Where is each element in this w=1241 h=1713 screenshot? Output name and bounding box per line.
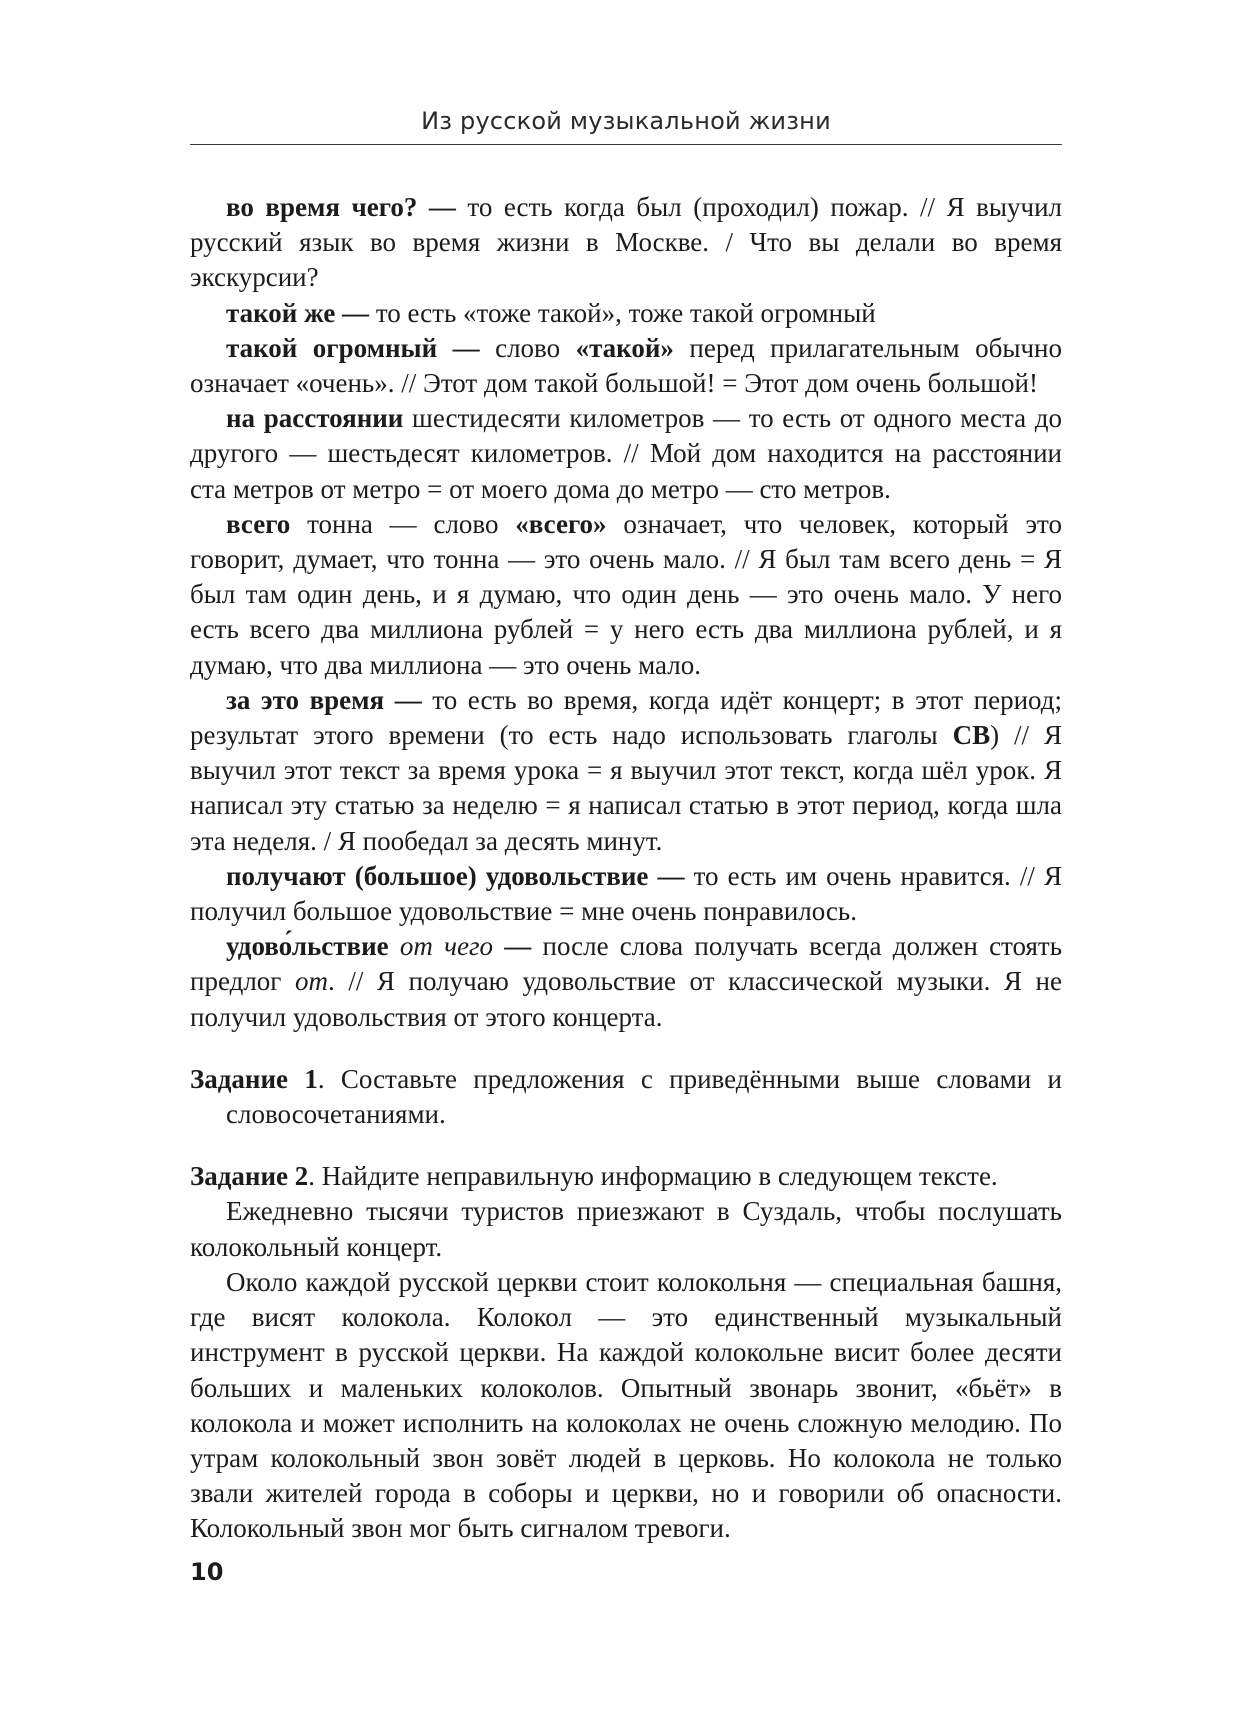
page-number: 10 <box>190 1558 224 1586</box>
glossary-definition: . // Я получаю удовольствие от классической музыки. Я не получил удовольствия от этого концерта. <box>190 966 1062 1032</box>
passage-paragraph: Ежедневно тысячи туристов приезжают в Суздаль, чтобы послушать колокольный концерт. <box>190 1196 1062 1262</box>
page-body <box>190 190 1062 1547</box>
glossary-keyword: СВ <box>952 720 991 751</box>
glossary-term: за это время — <box>226 684 422 715</box>
glossary-entry <box>190 929 1062 1035</box>
glossary-entry <box>190 507 1062 683</box>
glossary-entry <box>190 190 1062 296</box>
task-2 <box>190 1159 1062 1194</box>
glossary-definition: ) // Я выучил этот текст за время урока = я выучил этот текст, когда шёл урок. Я написал эту статью за неделю = я написал статью в этот период, когда шла эта неделя. / Я пообедал за десять минут. <box>190 720 1062 856</box>
task-text: . Составьте предложения с приведёнными выше словами и словосочетаниями. <box>226 1063 1062 1130</box>
glossary-usage: от чего <box>388 931 494 962</box>
glossary-term: такой огромный — <box>226 332 480 363</box>
task-label: Задание 2 <box>190 1161 309 1192</box>
glossary-definition: шестидесяти километров — то есть от одного места до другого — шестьдесят километров. // Мой дом находится на расстоянии ста метров от метро = от моего дома до метро — сто метров. <box>190 403 1062 504</box>
glossary-entry <box>190 401 1062 507</box>
running-title: Из русской музыкальной жизни <box>421 107 831 135</box>
glossary-entry <box>190 296 1062 331</box>
glossary-definition: то есть когда был (проходил) пожар. // Я выучил русский язык во время жизни в Москве. / Что вы делали во время экскурсии? <box>190 192 1062 293</box>
glossary-keyword: «всего» <box>515 508 607 539</box>
glossary-term: всего <box>226 508 291 539</box>
passage-paragraph: Около каждой русской церкви стоит колокольня — специальная башня, где висят колокола. Колокол — это единственный музыкальный инструмент в русской церкви. На каждой колокольне висит более десяти больших и маленьких колоколов. Опытный звонарь звонит, «бьёт» в колокола и может исполнить на колоколах не очень сложную мелодию. По утрам колокольный звон зовёт людей в церковь. Но колокола не только звали жителей города в соборы и церкви, но и говорили об опасности. Колокольный звон мог быть сигналом тревоги. <box>190 1266 1062 1544</box>
glossary-keyword: «такой» <box>575 332 674 363</box>
glossary-definition: тонна — слово <box>290 508 516 539</box>
glossary-definition: слово <box>479 332 576 363</box>
glossary-term: такой же — <box>226 297 370 328</box>
glossary-entry <box>190 859 1062 929</box>
task-1 <box>190 1062 1062 1132</box>
glossary-term: на расстоянии <box>226 403 404 434</box>
task-text: . Найдите неправильную информацию в следующем тексте. <box>308 1161 998 1192</box>
glossary-definition: то есть «тоже такой», тоже такой огромный <box>369 297 876 328</box>
glossary-definition: после слова получать всегда должен стоять предлог <box>190 931 1063 997</box>
glossary-definition: означает, что человек, который это говорит, думает, что тонна — это очень мало. // Я был там всего день = Я был там один день, и я думаю, что один день — это очень мало. У него есть всего два миллиона рублей = у него есть два миллиона рублей, и я думаю, что два миллиона — это очень мало. <box>190 508 1062 680</box>
glossary-term: удово́льствие <box>226 931 389 962</box>
glossary-entry <box>190 331 1062 401</box>
glossary-definition: то есть во время, когда идёт концерт; в этот период; результат этого времени (то есть надо использовать глаголы <box>190 684 1062 751</box>
glossary-term: получают (большое) удовольствие — <box>226 860 685 891</box>
glossary-definition: перед прилагательным обычно означает «очень». // Этот дом такой большой! = Этот дом очень большой! <box>190 332 1062 399</box>
glossary-entry <box>190 683 1062 859</box>
header-rule <box>190 144 1062 145</box>
glossary-definition: то есть им очень нравится. // Я получил большое удовольствие = мне очень понравилось. <box>190 860 1062 927</box>
glossary-term: во время чего? — <box>226 192 456 222</box>
task-label: Задание 1 <box>190 1063 318 1094</box>
glossary-usage: от <box>294 966 328 997</box>
glossary-term: — <box>493 931 532 962</box>
